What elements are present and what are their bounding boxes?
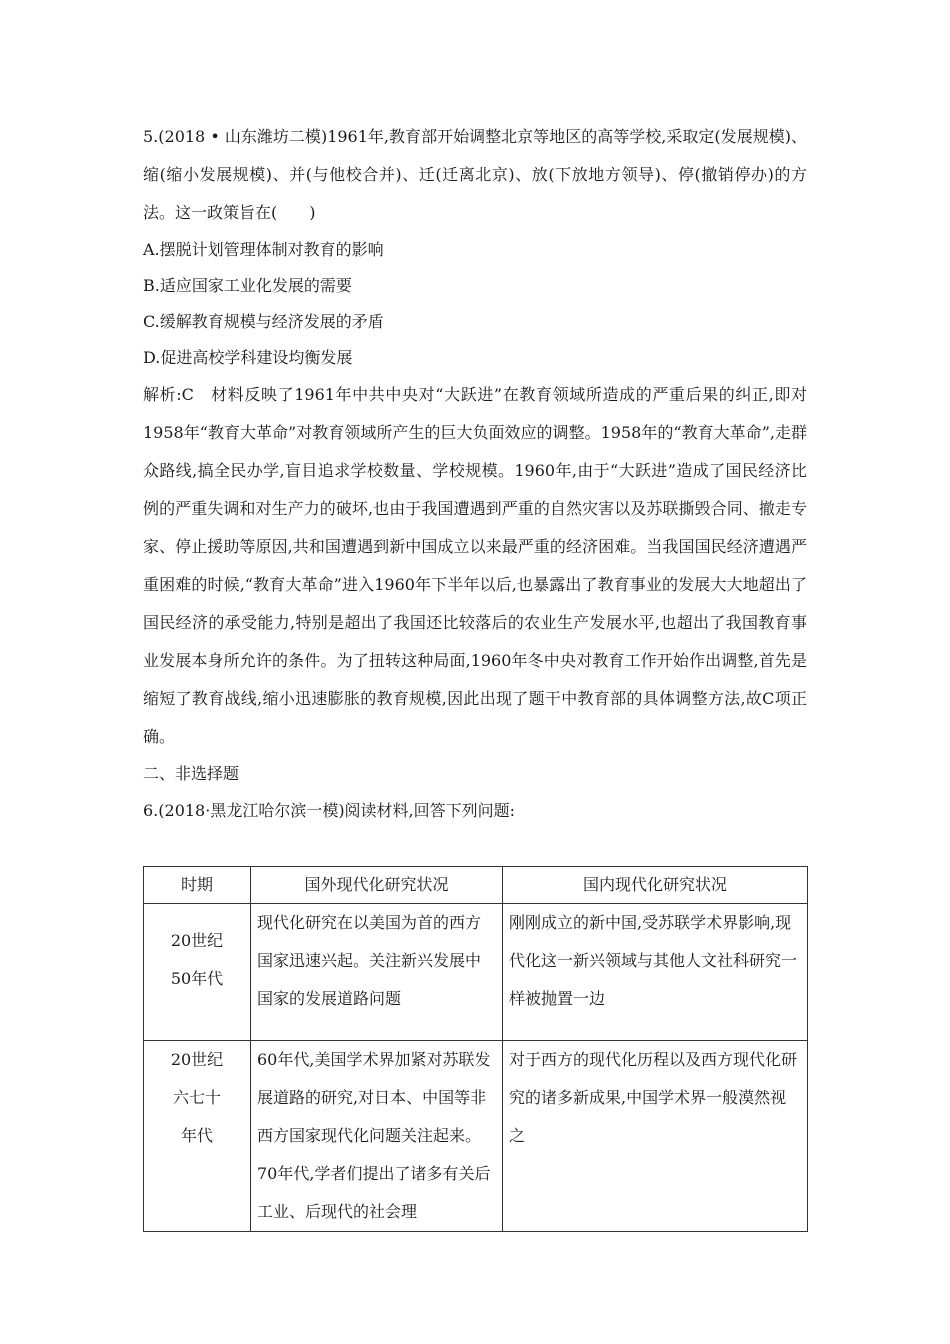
table-cell-period (144, 904, 251, 1041)
table-cell-domestic: 对于西方的现代化历程以及西方现代化研究的诸多新成果,中国学术界一般漠然视之 (503, 1041, 808, 1232)
table-cell-period (144, 1041, 251, 1232)
question-5-option-c: C.缓解教育规模与经济发展的矛盾 (143, 312, 384, 331)
question-5-analysis: 解析:C 材料反映了1961年中共中央对“大跃进”在教育领域所造成的严重后果的纠正,即对1958年“教育大革命”对教育领域所产生的巨大负面效应的调整。1958年的“教育大革命”,走群众路线,搞全民办学,盲目追求学校数量、学校规模。1960年,由于“大跃进”造成了国民经济比例的严重失调和对生产力的破坏,也由于我国遭遇到严重的自然灾害以及苏联撕毁合同、撤走专家、停止援助等原因,共和国遭遇到新中国成立以来最严重的经济困难。当我国国民经济遭遇严重困难的时候,“教育大革命”进入1960年下半年以后,也暴露出了教育事业的发展大大地超出了国民经济的承受能力,特别是超出了我国还比较落后的农业生产发展水平,也超出了我国教育事业发展本身所允许的条件。为了扭转这种局面,1960年冬中央对教育工作开始作出调整,首先是缩短了教育战线,缩小迅速膨胀的教育规模,因此出现了题干中教育部的具体调整方法,故C项正确。 (143, 385, 807, 746)
question-5-stem: 5.(2018 • 山东潍坊二模)1961年,教育部开始调整北京等地区的高等学校,采取定(发展规模)、缩(缩小发展规模)、并(与他校合并)、迁(迁离北京)、放(下放地方领导)、停(撤销停办)的方法。这一政策旨在( ) (143, 127, 807, 222)
table-row (144, 904, 808, 1041)
period-line: 20世纪 (170, 931, 224, 950)
question-content (143, 118, 807, 830)
question-5-option-d: D.促进高校学科建设均衡发展 (143, 348, 353, 367)
table-cell-domestic: 刚刚成立的新中国,受苏联学术界影响,现代化这一新兴领域与其他人文社科研究一样被抛置一边 (503, 904, 808, 1041)
table-header-row (144, 867, 808, 904)
section-title: 二、非选择题 (143, 764, 240, 783)
table-cell-foreign: 现代化研究在以美国为首的西方国家迅速兴起。关注新兴发展中国家的发展道路问题 (251, 904, 503, 1041)
table-header-period: 时期 (144, 867, 251, 904)
period-line: 20世纪 (170, 1050, 224, 1069)
table-header-domestic: 国内现代化研究状况 (503, 867, 808, 904)
table-cell-foreign: 60年代,美国学术界加紧对苏联发展道路的研究,对日本、中国等非西方国家现代化问题关注起来。70年代,学者们提出了诸多有关后工业、后现代的社会理 (251, 1041, 503, 1232)
period-line: 六七十 (172, 1088, 221, 1107)
question-5-option-b: B.适应国家工业化发展的需要 (143, 276, 352, 295)
question-6-stem: 6.(2018·黑龙江哈尔滨一模)阅读材料,回答下列问题: (143, 801, 516, 820)
question-5-option-a: A.摆脱计划管理体制对教育的影响 (143, 240, 384, 259)
period-line: 年代 (180, 1126, 213, 1145)
table-row (144, 1041, 808, 1232)
table-header-foreign: 国外现代化研究状况 (251, 867, 503, 904)
modernization-table (143, 866, 808, 1232)
period-line: 50年代 (170, 969, 224, 988)
